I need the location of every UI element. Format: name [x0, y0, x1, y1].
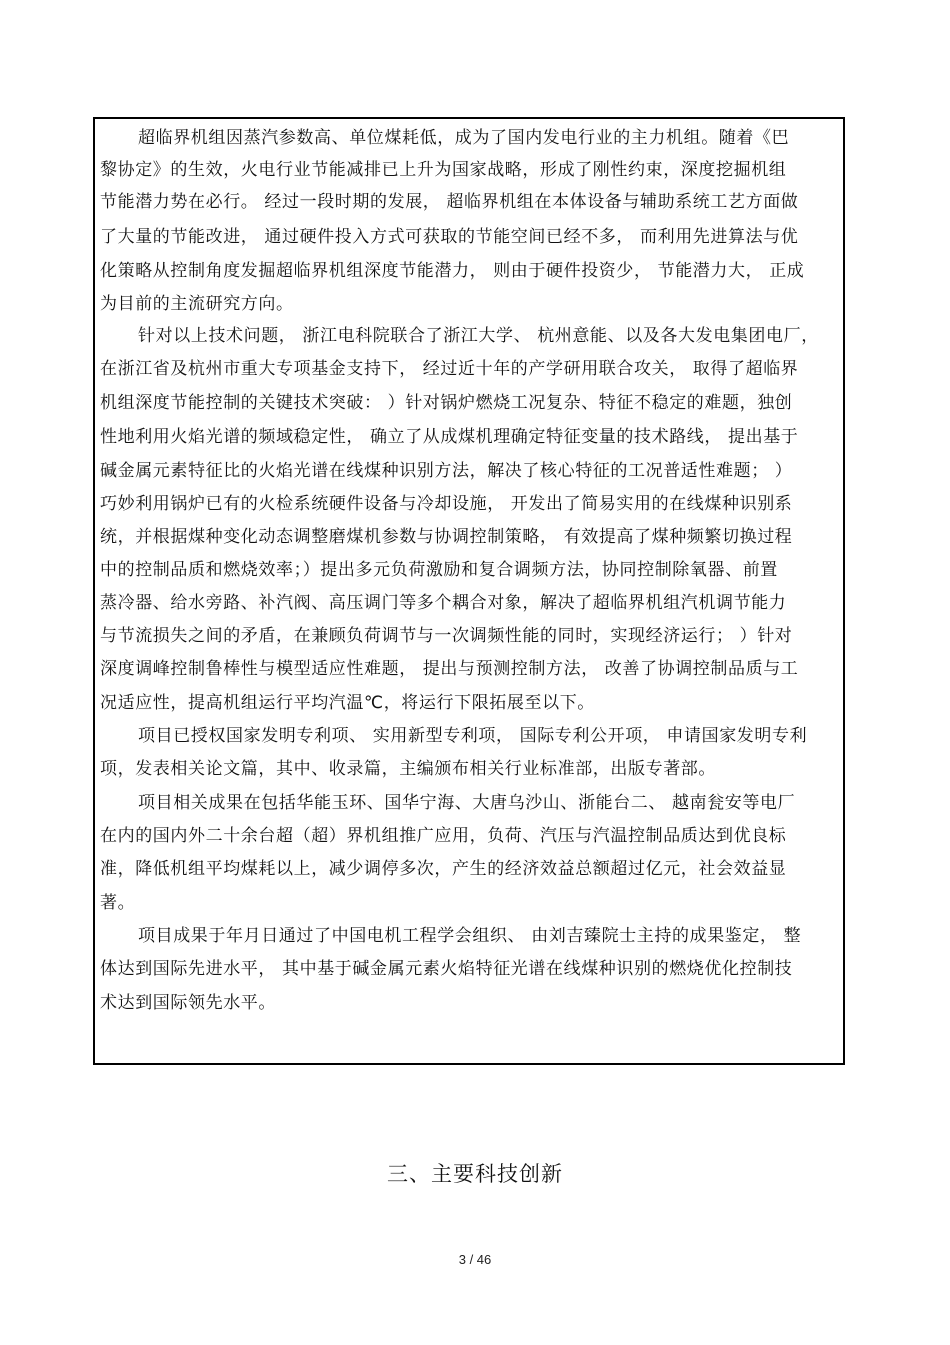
- text-line: 深度调峰控制鲁棒性与模型适应性难题， 提出与预测控制方法， 改善了协调控制品质与工: [100, 659, 799, 679]
- text-line: 性地利用火焰光谱的频域稳定性， 确立了从成煤机理确定特征变量的技术路线， 提出基于: [100, 427, 799, 447]
- text-line: 项目已授权国家发明专利项、 实用新型专利项， 国际专利公开项， 申请国家发明专利: [138, 726, 808, 746]
- text-line: 著。: [100, 893, 136, 913]
- text-line: 与节流损失之间的矛盾，在兼顾负荷调节与一次调频性能的同时，实现经济运行； ）针对: [100, 626, 793, 646]
- section-heading: 三、主要科技创新: [387, 1162, 563, 1186]
- text-line: 为目前的主流研究方向。: [100, 294, 294, 314]
- text-line: 统，并根据煤种变化动态调整磨煤机参数与协调控制策略， 有效提高了煤种频繁切换过程: [100, 527, 793, 547]
- text-line: 中的控制品质和燃烧效率；）提出多元负荷激励和复合调频方法，协同控制除氧器、前置: [100, 560, 778, 580]
- text-line: 项，发表相关论文篇，其中、收录篇，主编颁布相关行业标准部，出版专著部。: [100, 759, 716, 779]
- text-line: 体达到国际先进水平， 其中基于碱金属元素火焰特征光谱在线煤种识别的燃烧优化控制技: [100, 959, 793, 979]
- text-line: 超临界机组因蒸汽参数高、单位煤耗低，成为了国内发电行业的主力机组。随着《巴: [138, 128, 790, 148]
- text-line: 机组深度节能控制的关键技术突破： ）针对锅炉燃烧工况复杂、特征不稳定的难题，独创: [100, 393, 793, 413]
- text-line: 项目成果于年月日通过了中国电机工程学会组织、 由刘吉臻院士主持的成果鉴定， 整: [138, 926, 802, 946]
- page-number: 3 / 46: [458, 1252, 492, 1267]
- text-line: 碱金属元素特征比的火焰光谱在线煤种识别方法，解决了核心特征的工况普适性难题； ）: [100, 461, 793, 481]
- text-line: 在内的国内外二十余台超（超）界机组推广应用，负荷、汽压与汽温控制品质达到优良标: [100, 826, 787, 846]
- text-line: 化策略从控制角度发掘超临界机组深度节能潜力， 则由于硬件投资少， 节能潜力大， 正成: [100, 261, 805, 281]
- text-line: 了大量的节能改进， 通过硬件投入方式可获取的节能空间已经不多， 而利用先进算法与优: [100, 227, 799, 247]
- text-line: 项目相关成果在包括华能玉环、国华宁海、大唐乌沙山、浙能台二、 越南瓮安等电厂: [138, 793, 796, 813]
- text-line: 准，降低机组平均煤耗以上，减少调停多次，产生的经济效益总额超过亿元，社会效益显: [100, 859, 787, 879]
- text-line: 术达到国际领先水平。: [100, 993, 276, 1013]
- text-line: 况适应性，提高机组运行平均汽温℃，将运行下限拓展至以下。: [100, 693, 595, 713]
- text-line: 在浙江省及杭州市重大专项基金支持下， 经过近十年的产学研用联合攻关， 取得了超临界: [100, 359, 799, 379]
- text-line: 黎协定》的生效，火电行业节能减排已上升为国家战略，形成了刚性约束，深度挖掘机组: [100, 160, 787, 180]
- text-line: 针对以上技术问题， 浙江电科院联合了浙江大学、 杭州意能、以及各大发电集团电厂，: [138, 326, 819, 346]
- text-line: 巧妙利用锅炉已有的火检系统硬件设备与冷却设施， 开发出了简易实用的在线煤种识别系: [100, 494, 793, 514]
- text-line: 蒸冷器、给水旁路、补汽阀、高压调门等多个耦合对象，解决了超临界机组汽机调节能力: [100, 593, 787, 613]
- text-line: 节能潜力势在必行。 经过一段时期的发展， 超临界机组在本体设备与辅助系统工艺方面做: [100, 192, 799, 212]
